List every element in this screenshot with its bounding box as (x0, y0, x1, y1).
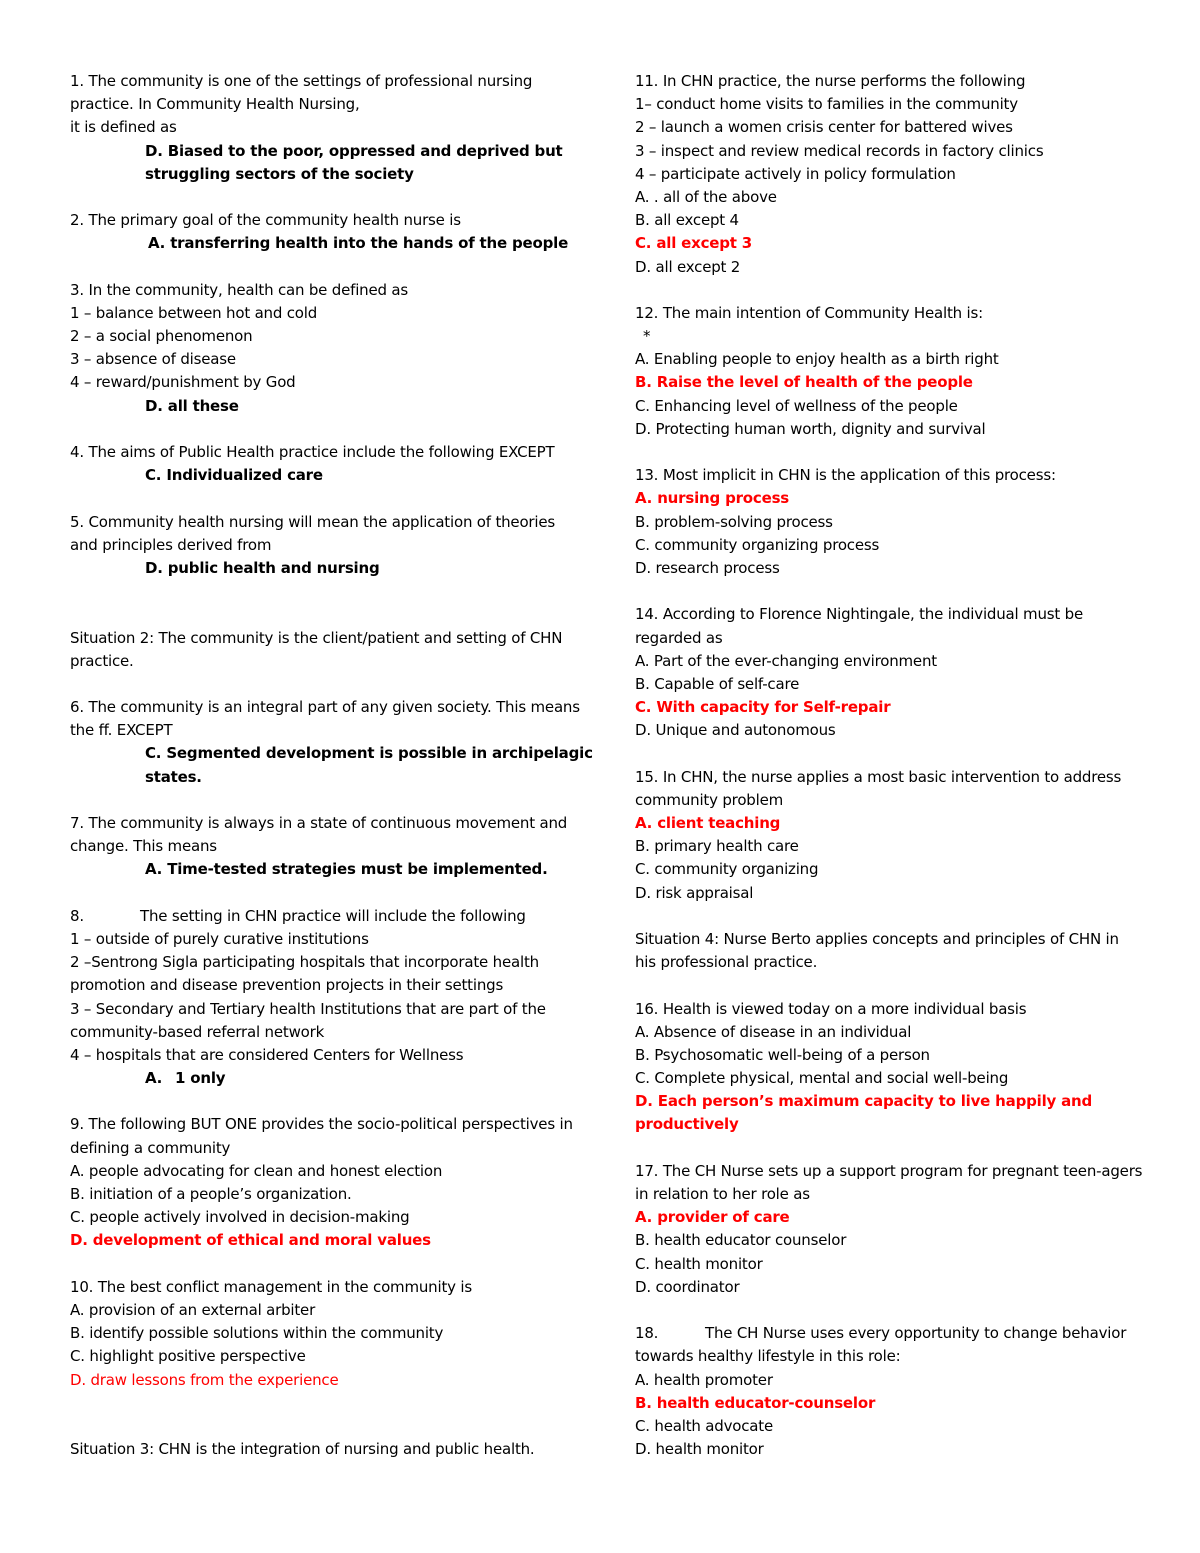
q4-stem: 4. The aims of Public Health practice include the following EXCEPT (70, 443, 555, 461)
q3-item: 3 – absence of disease (70, 350, 236, 369)
q12-option: C. Enhancing level of wellness of the people (635, 396, 958, 415)
q12-stem: 12. The main intention of Community Health is: (635, 303, 983, 322)
situation-4: Situation 4: Nurse Berto applies concepts and principles of CHN in (635, 929, 1119, 948)
q13-stem: 13. Most implicit in CHN is the application of this process: (635, 466, 1056, 485)
q18-stem-cont: towards healthy lifestyle in this role: (635, 1347, 901, 1366)
q8-item: 1 – outside of purely curative institutions (70, 929, 369, 948)
q1-stem: 1. The community is one of the settings of professional nursing (70, 72, 533, 90)
q1-stem-cont: it is defined as (70, 118, 177, 137)
q8-stem-text: The setting in CHN practice will include the following (140, 906, 526, 925)
q10-answer: D. draw lessons from the experience (70, 1370, 339, 1389)
q11-option: D. all except 2 (635, 257, 741, 276)
q10-stem: 10. The best conflict management in the community is (70, 1277, 472, 1296)
q7-stem: 7. The community is always in a state of continuous movement and (70, 814, 568, 832)
q14-option: B. Capable of self-care (635, 674, 800, 693)
q16-stem: 16. Health is viewed today on a more individual basis (635, 999, 1027, 1018)
q11-item: 2 – launch a women crisis center for battered wives (635, 118, 1013, 137)
q6-answer-cont: states. (145, 767, 202, 786)
q8-answer-letter: A. (145, 1069, 163, 1088)
q15-answer: A. client teaching (635, 814, 781, 832)
q18-stem-text: The CH Nurse uses every opportunity to change behavior (705, 1324, 1127, 1343)
q5-stem-cont: and principles derived from (70, 535, 272, 554)
q3-item: 1 – balance between hot and cold (70, 303, 318, 322)
q3-answer: D. all these (145, 396, 239, 415)
situation-4-cont: his professional practice. (635, 953, 818, 972)
q5-answer: D. public health and nursing (145, 558, 380, 577)
q9-option: C. people actively involved in decision-making (70, 1208, 410, 1227)
q6-stem-cont: the ff. EXCEPT (70, 721, 173, 740)
situation-2: Situation 2: The community is the client/patient and setting of CHN (70, 628, 563, 647)
q18-option: A. health promoter (635, 1370, 773, 1389)
q3-item: 4 – reward/punishment by God (70, 373, 296, 392)
q14-stem: 14. According to Florence Nightingale, the individual must be (635, 605, 1083, 624)
q15-stem-cont: community problem (635, 790, 784, 809)
q2-stem: 2. The primary goal of the community health nurse is (70, 211, 461, 230)
q9-option: B. initiation of a people’s organization. (70, 1185, 352, 1203)
q1-stem-cont: practice. In Community Health Nursing, (70, 95, 360, 114)
q17-option: D. coordinator (635, 1277, 740, 1296)
q8-item: 3 – Secondary and Tertiary health Institutions that are part of the (70, 999, 546, 1018)
q13-answer: A. nursing process (635, 489, 790, 508)
q11-stem: 11. In CHN practice, the nurse performs the following (635, 72, 1026, 90)
q13-option: D. research process (635, 558, 780, 577)
q14-option: D. Unique and autonomous (635, 721, 836, 740)
q17-stem: 17. The CH Nurse sets up a support program for pregnant teen-agers (635, 1161, 1143, 1180)
q12-option: D. Protecting human worth, dignity and survival (635, 419, 986, 438)
q16-answer: D. Each person’s maximum capacity to live happily and (635, 1092, 1093, 1111)
q6-stem: 6. The community is an integral part of any given society. This means (70, 698, 580, 717)
q8-stem (70, 905, 570, 928)
q15-stem: 15. In CHN, the nurse applies a most basic intervention to address (635, 767, 1122, 786)
q11-option: B. all except 4 (635, 211, 739, 230)
q10-option: B. identify possible solutions within the community (70, 1324, 444, 1343)
q15-option: D. risk appraisal (635, 883, 754, 902)
q8-item-cont: community-based referral network (70, 1022, 325, 1041)
situation-2-cont: practice. (70, 651, 134, 670)
q16-option: C. Complete physical, mental and social well-being (635, 1069, 1009, 1088)
q2-answer: A. transferring health into the hands of the people (148, 234, 569, 253)
q18-answer: B. health educator-counselor (635, 1393, 876, 1412)
q11-option: A. . all of the above (635, 187, 777, 206)
q9-option: A. people advocating for clean and honest election (70, 1161, 443, 1180)
q18-option: C. health advocate (635, 1416, 773, 1435)
q14-answer: C. With capacity for Self-repair (635, 698, 891, 717)
q7-stem-cont: change. This means (70, 837, 217, 856)
q11-item: 3 – inspect and review medical records in factory clinics (635, 141, 1044, 160)
q16-option: B. Psychosomatic well-being of a person (635, 1045, 930, 1064)
q14-option: A. Part of the ever-changing environment (635, 651, 937, 670)
q8-item: 2 –Sentrong Sigla participating hospitals that incorporate health (70, 953, 539, 972)
q6-answer: C. Segmented development is possible in archipelagic (145, 744, 593, 763)
q10-option: C. highlight positive perspective (70, 1347, 306, 1366)
q8-answer-text: 1 only (175, 1069, 226, 1088)
q17-option: B. health educator counselor (635, 1231, 847, 1250)
right-column (635, 70, 1143, 1461)
q13-option: B. problem-solving process (635, 512, 833, 531)
q17-stem-cont: in relation to her role as (635, 1185, 810, 1203)
q3-item: 2 – a social phenomenon (70, 327, 253, 346)
q16-option: A. Absence of disease in an individual (635, 1022, 912, 1041)
q3-stem: 3. In the community, health can be defined as (70, 280, 408, 299)
q8-item-cont: promotion and disease prevention projects in their settings (70, 976, 504, 995)
q18-stem (635, 1322, 1135, 1345)
q9-answer: D. development of ethical and moral values (70, 1231, 431, 1250)
q18-option: D. health monitor (635, 1440, 764, 1459)
q9-stem-cont: defining a community (70, 1138, 231, 1157)
left-column (70, 70, 593, 1461)
q15-option: C. community organizing (635, 860, 819, 879)
q11-item: 4 – participate actively in policy formulation (635, 164, 956, 183)
q13-option: C. community organizing process (635, 535, 880, 554)
q1-answer-cont: struggling sectors of the society (145, 164, 414, 183)
situation-3: Situation 3: CHN is the integration of nursing and public health. (70, 1440, 535, 1459)
q12-required-mark: * (643, 327, 651, 346)
q11-answer: C. all except 3 (635, 234, 753, 253)
q8-item: 4 – hospitals that are considered Centers for Wellness (70, 1045, 464, 1064)
q4-answer: C. Individualized care (145, 466, 323, 485)
q16-answer-cont: productively (635, 1115, 739, 1134)
q17-answer: A. provider of care (635, 1208, 790, 1227)
q12-option: A. Enabling people to enjoy health as a birth right (635, 350, 999, 369)
q17-option: C. health monitor (635, 1254, 763, 1273)
q15-option: B. primary health care (635, 837, 799, 856)
q8-answer (70, 1067, 570, 1090)
q1-answer: D. Biased to the poor, oppressed and deprived but (145, 141, 563, 160)
q5-stem: 5. Community health nursing will mean the application of theories (70, 512, 556, 531)
q8-number: 8. (70, 906, 84, 925)
q11-item: 1– conduct home visits to families in the community (635, 95, 1018, 114)
q7-answer: A. Time-tested strategies must be implemented. (145, 860, 548, 879)
q9-stem: 9. The following BUT ONE provides the socio-political perspectives in (70, 1115, 573, 1134)
q12-answer: B. Raise the level of health of the people (635, 373, 973, 392)
q14-stem-cont: regarded as (635, 628, 723, 647)
q10-option: A. provision of an external arbiter (70, 1300, 316, 1319)
q18-number: 18. (635, 1324, 659, 1343)
